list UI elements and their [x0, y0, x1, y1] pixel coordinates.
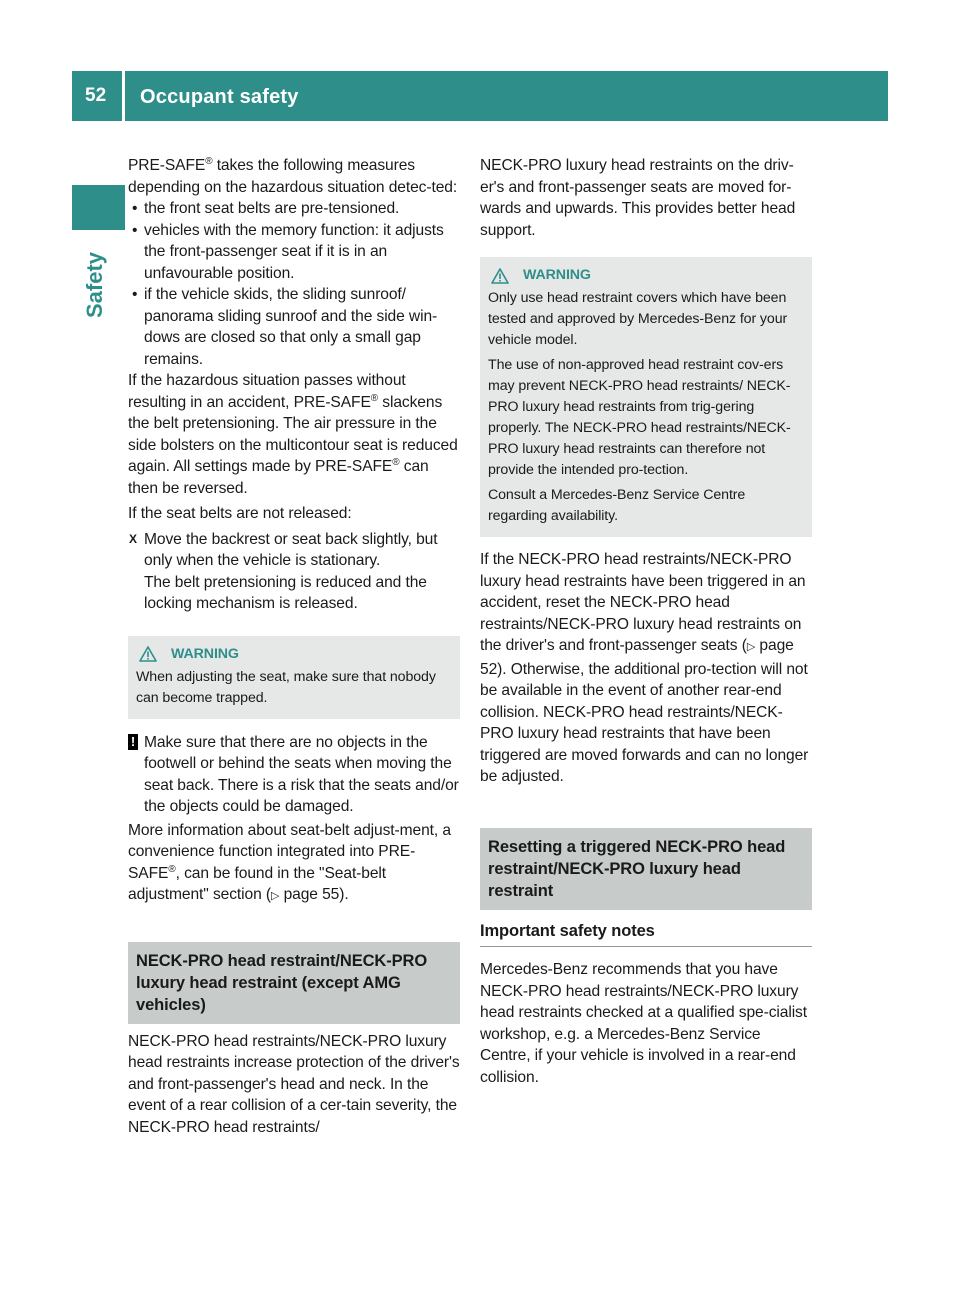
- warning-triangle-icon: [491, 268, 509, 284]
- body-paragraph: NECK-PRO head restraints/NECK-PRO luxury head restraints increase protection of the driver's and front-passenger's head and neck. In the event of a rear collision of a cer-tain severity, the NECK-PRO head restraints/: [128, 1032, 460, 1136]
- right-column: [480, 155, 812, 1088]
- intro-paragraph: PRE-SAFE® takes the following measures depending on the hazardous situation detec-ted:: [128, 155, 458, 196]
- step-text: Move the backrest or seat back slightly, but only when the vehicle is stationary.: [144, 530, 438, 569]
- note-text: Make sure that there are no objects in the footwell or behind the seats when moving the seat back. There is a risk that the seats and/or the objects could be damaged.: [144, 733, 459, 815]
- page-number: 52: [72, 71, 125, 121]
- section-heading: NECK-PRO head restraint/NECK-PRO luxury head restraint (except AMG vehicles): [128, 942, 460, 1024]
- section-tab-marker: [72, 185, 125, 230]
- warning-header: [136, 644, 452, 665]
- section-label: Safety: [82, 251, 107, 318]
- registered-mark: ®: [205, 155, 213, 167]
- warning-title: WARNING: [523, 267, 591, 283]
- list-item: • vehicles with the memory function: it adjusts the front-passenger seat if it is in an unfavourable position.: [128, 220, 460, 285]
- registered-mark: ®: [168, 863, 176, 875]
- body-paragraph: More information about seat-belt adjust-ment, a convenience function integrated into PRE-SAFE®, can be found in the "Seat-belt adjustment" section (▷ page 55).: [128, 821, 451, 903]
- warning-title: WARNING: [171, 645, 239, 662]
- note: [128, 732, 460, 818]
- body-paragraph: If the NECK-PRO head restraints/NECK-PRO luxury head restraints have been triggered in an accident, reset the NECK-PRO head restraints/NECK-PRO luxury head restraints on the driver's and front-passenger seats (▷ page 52). Otherwise, the additional pro-tection will not be available in the event of another rear-end collision. NECK-PRO head restraints/NECK-PRO luxury head restraints that have been triggered are moved forwards and can no longer be adjusted.: [480, 551, 809, 785]
- step-result: The belt pretensioning is reduced and the locking mechanism is released.: [144, 573, 427, 612]
- page-title: Occupant safety: [140, 86, 299, 108]
- body-paragraph: NECK-PRO luxury head restraints on the driv-er's and front-passenger seats are moved for-wards and upwards. This provides better head support.: [480, 157, 796, 239]
- body-paragraph: If the seat belts are not released:: [128, 505, 352, 522]
- body-paragraph: Mercedes-Benz recommends that you have NECK-PRO head restraints/NECK-PRO luxury head restraints checked at a qualified spe-cialist workshop, e.g. a Mercedes-Benz Service Centre, if your vehicle is involved in a rear-end collision.: [480, 961, 807, 1086]
- body-paragraph: If the hazardous situation passes without resulting in an accident, PRE-SAFE® slackens the belt pretensioning. The air pressure in the side bolsters on the multicontour seat is reduced again. All settings made by PRE-SAFE® can then be reversed.: [128, 372, 458, 497]
- subsection-heading: Important safety notes: [480, 921, 812, 948]
- instruction-step: [128, 529, 460, 615]
- warning-text: The use of non-approved head restraint cov-ers may prevent NECK-PRO head restraints/ NECK-PRO luxury head restraints from trig-gering properly. The NECK-PRO head restraints/NECK-PRO luxury head restraints can therefore not provide the intended pro-tection.: [488, 357, 791, 478]
- step-arrow-icon: X: [129, 531, 137, 546]
- section-heading: Resetting a triggered NECK-PRO head restraint/NECK-PRO luxury head restraint: [480, 828, 812, 910]
- page-reference-icon: ▷: [270, 890, 280, 902]
- warning-triangle-icon: [139, 646, 157, 662]
- warning-text: Consult a Mercedes-Benz Service Centre regarding availability.: [488, 487, 746, 524]
- exclamation-icon: !: [128, 734, 138, 750]
- left-column: [128, 155, 460, 1138]
- warning-box: [128, 636, 460, 719]
- list-item: • if the vehicle skids, the sliding sunroof/ panorama sliding sunroof and the side win-dows are closed so that only a small gap remains.: [128, 284, 460, 370]
- registered-mark: ®: [370, 392, 379, 404]
- warning-text: When adjusting the seat, make sure that nobody can become trapped.: [136, 668, 436, 706]
- warning-header: [488, 265, 804, 286]
- registered-mark: ®: [392, 456, 400, 468]
- list-item: • the front seat belts are pre-tensioned.: [128, 198, 460, 220]
- warning-box: [480, 257, 812, 537]
- warning-text: Only use head restraint covers which have been tested and approved by Mercedes-Benz for your vehicle model.: [488, 290, 788, 348]
- page-reference-icon: ▷: [746, 641, 756, 653]
